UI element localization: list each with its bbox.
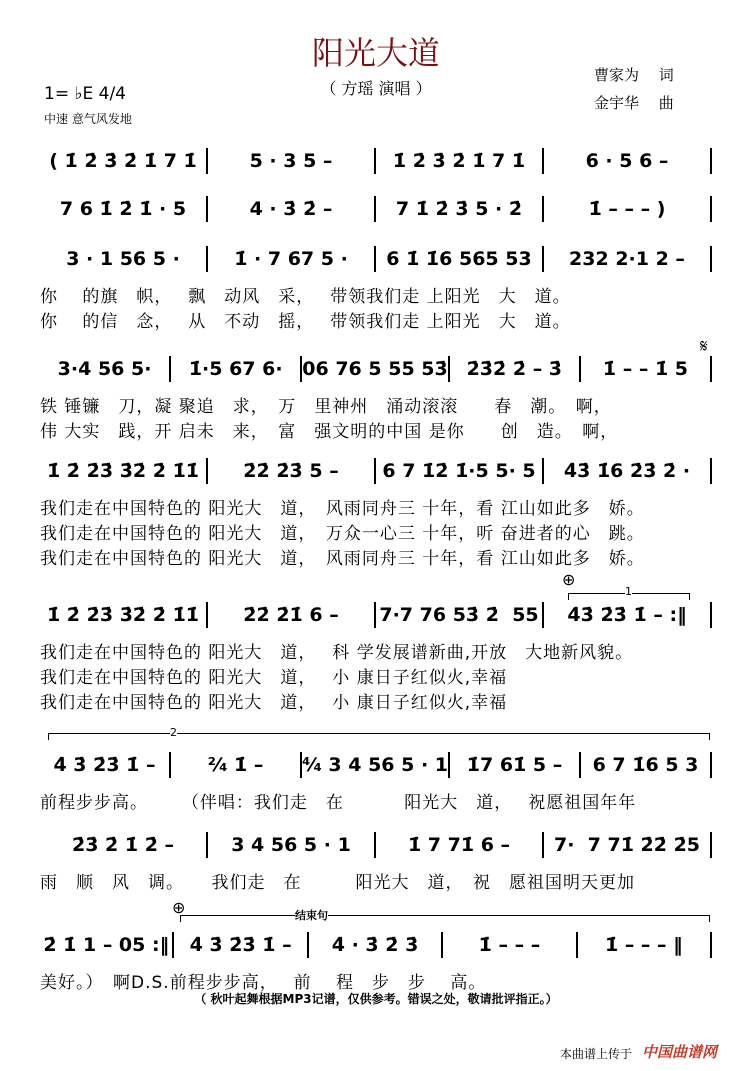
measure: 4̇3̇ 1̇6 2̇3̇ 2̇ ·	[563, 460, 691, 482]
measure: 4̇3̇ 2̇3̇ 1̇ – :‖	[567, 604, 687, 626]
measure: 1̇ – – – ‖	[604, 934, 683, 956]
lyric-line: 我们走在中国特色的 阳光大 道， 万众一心三 十年，听 奋进者的心 跳。	[40, 524, 645, 544]
notation-row	[40, 146, 712, 176]
coda-icon: ⊕	[562, 570, 576, 589]
measure: ( 1̇ 2̇ 3̇ 2̇ 1̇ 7 1̇	[49, 150, 197, 172]
notation-row	[40, 600, 712, 630]
measure: 1̇ 7 71̇ 6 –	[407, 834, 511, 856]
measure: 4̇ · 3̇ 2̇ 3̇	[331, 934, 419, 956]
lyric-line: 我们走在中国特色的 阳光大 道， 风雨同舟三 十年，看 江山如此多 娇。	[40, 549, 645, 569]
measure: 4̇ 3̇ 2̇3̇ 1̇ –	[53, 754, 156, 776]
barline	[710, 356, 712, 382]
measure: 5 · 3 5 –	[249, 150, 333, 172]
volta-2-bracket	[48, 733, 710, 740]
lyric-line: 伟 大实 践，开 启未 来， 富 强文明的中国 是你 创 造。 啊，	[40, 422, 619, 442]
measure: 2̇2̇ 2̇3̇ 5 –	[243, 460, 339, 482]
lyric-line: 我们走在中国特色的 阳光大 道， 小 康日子红似火,幸福	[40, 693, 508, 713]
measure: 1̇ 2̇ 2̇3̇ 3̇2̇ 2̇ 1̇1̇	[46, 460, 200, 482]
lyric-line: 你 的信 念， 从 不动 摇， 带领我们走 上阳光 大 道。	[40, 312, 571, 332]
measure: 3·4 56 5·	[57, 358, 152, 380]
volta-1-label: 1	[625, 585, 632, 598]
measure: 6 1̇ 1̇6 565 53	[386, 248, 532, 270]
barline	[710, 932, 712, 958]
barline	[710, 458, 712, 484]
measure: ⁴⁄₄ 3 4 56 5 · 1	[301, 754, 449, 776]
measure: 6 · 5 6 –	[585, 150, 669, 172]
tempo-marking: 中速 意气风发地	[44, 112, 132, 126]
lyric-line: 美好。） 啊D.S.前程步步高， 前 程 步 步 高。	[40, 973, 487, 993]
measure: 1̇ 2̇ 3̇ 2̇ 1̇ 7 1̇	[392, 150, 526, 172]
site-logo[interactable]: 中国曲谱网	[642, 1043, 718, 1061]
measure: 7 1̇ 2̇ 3̇ 5 · 2̇	[395, 198, 523, 220]
barline	[710, 246, 712, 272]
measure: 06 76 5 55 53̇	[302, 358, 448, 380]
barline	[710, 832, 712, 858]
barline	[710, 196, 712, 222]
notation-row	[40, 750, 712, 780]
measure: 1̇7 61̇ 5 –	[466, 754, 563, 776]
measure: 232 2·1 2 –	[569, 248, 685, 270]
measure: 4 · 3̇ 2̇ –	[249, 198, 333, 220]
measure: 7·7 76 53̇ 2̇ 55	[379, 604, 539, 626]
notation-row	[40, 354, 712, 384]
ending-label: 结束句	[295, 909, 328, 922]
measure: 2̇3̇ 2̇ 1̇ 2̇ –	[71, 834, 175, 856]
lyric-line: 雨 顺 风 调。 我们走 在 阳光大 道， 祝 愿祖国明天更加	[40, 873, 635, 893]
measure: 3 4 56 5 · 1	[231, 834, 351, 856]
measure: 2̇3̇2̇ 2̇ – 3̇	[466, 358, 563, 380]
lyric-line: 前程步步高。 （伴唱：我们走 在 阳光大 道， 祝愿祖国年年	[40, 793, 637, 813]
barline	[710, 148, 712, 174]
measure: 7 6 1̇ 2̇ 1̇ · 5	[59, 198, 187, 220]
measure: 6 7 1̇6 5 3	[592, 754, 699, 776]
volta-2-label: 2	[170, 726, 177, 739]
footer-text: 本曲谱上传于	[560, 1047, 633, 1061]
ending-bracket	[180, 915, 710, 922]
lyric-line: 我们走在中国特色的 阳光大 道， 风雨同舟三 十年，看 江山如此多 娇。	[40, 499, 645, 519]
segno-icon: 𝄋	[700, 336, 708, 357]
measure: 3 · 1 56 5 ·	[66, 248, 180, 270]
coda-icon: ⊕	[172, 898, 186, 917]
measure: 1̇ · 7 67 5 ·	[234, 248, 348, 270]
measure: 1̇·5 67 6·	[188, 358, 283, 380]
composer-credit: 金宇华 曲	[594, 94, 674, 112]
measure: 1̇ – – 1̇ 5	[602, 358, 688, 380]
notation-row	[40, 456, 712, 486]
measure: 2̇ 1̇ 1 – 05 :‖	[43, 934, 170, 956]
lyric-line: 我们走在中国特色的 阳光大 道， 小 康日子红似火,幸福	[40, 668, 508, 688]
measure: 6 7 1̇2̇ 1̇·5 5· 5	[382, 460, 536, 482]
notation-row	[40, 830, 712, 860]
barline	[710, 752, 712, 778]
lyric-line: 我们走在中国特色的 阳光大 道， 科 学发展谱新曲,开放 大地新风貌。	[40, 643, 634, 663]
lyricist-credit: 曹家为 词	[594, 66, 674, 84]
lyric-line: 铁 锤镰 刀，凝 聚追 求， 万 里神州 涌动滚滚 春 潮。 啊，	[40, 397, 612, 417]
transcriber-note: （ 秋叶起舞根据MP3记谱，仅供参考。错误之处，敬请批评指正。）	[194, 992, 558, 1006]
measure: 1̇ – – –	[478, 934, 541, 956]
notation-row	[40, 194, 712, 224]
measure: 1̇ 2̇ 2̇3̇ 3̇2̇ 2̇ 1̇1̇	[46, 604, 200, 626]
lyric-line: 你 的旗 帜， 飘 动风 采， 带领我们走 上阳光 大 道。	[40, 287, 571, 307]
performer: （ 方瑶 演唱 ）	[320, 79, 432, 98]
measure: 1̇ – – – )	[588, 198, 666, 220]
measure: 4̇ 3̇ 2̇3̇ 1̇ –	[189, 934, 292, 956]
notation-row	[40, 244, 712, 274]
barline	[710, 602, 712, 628]
measure: ²⁄₄ 1̇ –	[207, 754, 264, 776]
notation-row	[40, 930, 712, 960]
song-title: 阳光大道	[311, 34, 440, 72]
measure: 7· 7 71̇ 2̇2̇ 2̇5	[553, 834, 701, 856]
key-signature: 1= ♭E 4/4	[44, 84, 126, 104]
measure: 2̇2̇ 2̇1̇ 6 –	[243, 604, 339, 626]
